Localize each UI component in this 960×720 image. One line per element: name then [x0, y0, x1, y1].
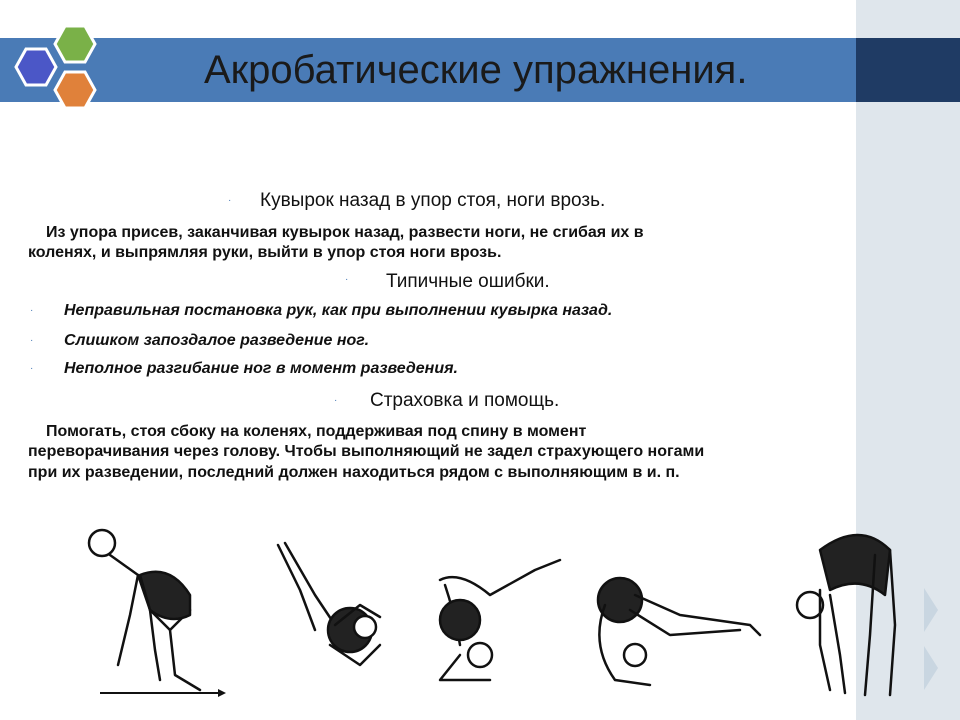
section-heading-back-roll: Кувырок назад в упор стоя, ноги врозь. [260, 190, 606, 211]
hex-green [55, 26, 95, 62]
bullet: · [30, 305, 34, 316]
hex-blue [16, 49, 56, 85]
paragraph-line: Помогать, стоя сбоку на коленях, поддерживая под спину в момент [46, 423, 587, 440]
paragraph-line: при их разведении, последний должен находиться рядом с выполняющим в и. п. [28, 464, 680, 481]
slide-title: Акробатические упражнения. [204, 48, 748, 92]
error-item: Неправильная постановка рук, как при выполнении кувырка назад. [64, 302, 613, 319]
bullet: · [345, 274, 349, 285]
bullet: · [30, 363, 34, 374]
direction-arrow-head [218, 689, 226, 697]
hexagon-logo [0, 0, 120, 120]
paragraph-line: коленях, и выпрямляя руки, выйти в упор стоя ноги врозь. [28, 244, 502, 261]
error-item: Слишком запоздалое разведение ног. [64, 332, 370, 349]
exercise-illustration [60, 515, 920, 720]
paragraph-line: Из упора присев, заканчивая кувырок назад, развести ноги, не сгибая их в [46, 224, 644, 241]
error-item: Неполное разгибание ног в момент разведения. [64, 360, 458, 377]
section-heading-spotting: Страховка и помощь. [370, 390, 560, 411]
decor-arrow [924, 646, 938, 690]
title-bar-accent [856, 38, 960, 102]
decor-arrow [924, 588, 938, 632]
bullet: · [228, 195, 232, 206]
bullet: · [334, 395, 338, 406]
bullet: · [30, 335, 34, 346]
legs-apart-figure [598, 578, 760, 685]
roll-start-figure [278, 543, 380, 665]
paragraph-line: переворачивания через голову. Чтобы выполняющий не задел страхующего ногами [28, 443, 705, 460]
stand-straddle-figure [797, 535, 895, 695]
inverted-roll-figure [440, 560, 560, 680]
crouch-figure [89, 530, 200, 690]
hex-orange [55, 72, 95, 108]
section-heading-errors: Типичные ошибки. [386, 271, 550, 292]
